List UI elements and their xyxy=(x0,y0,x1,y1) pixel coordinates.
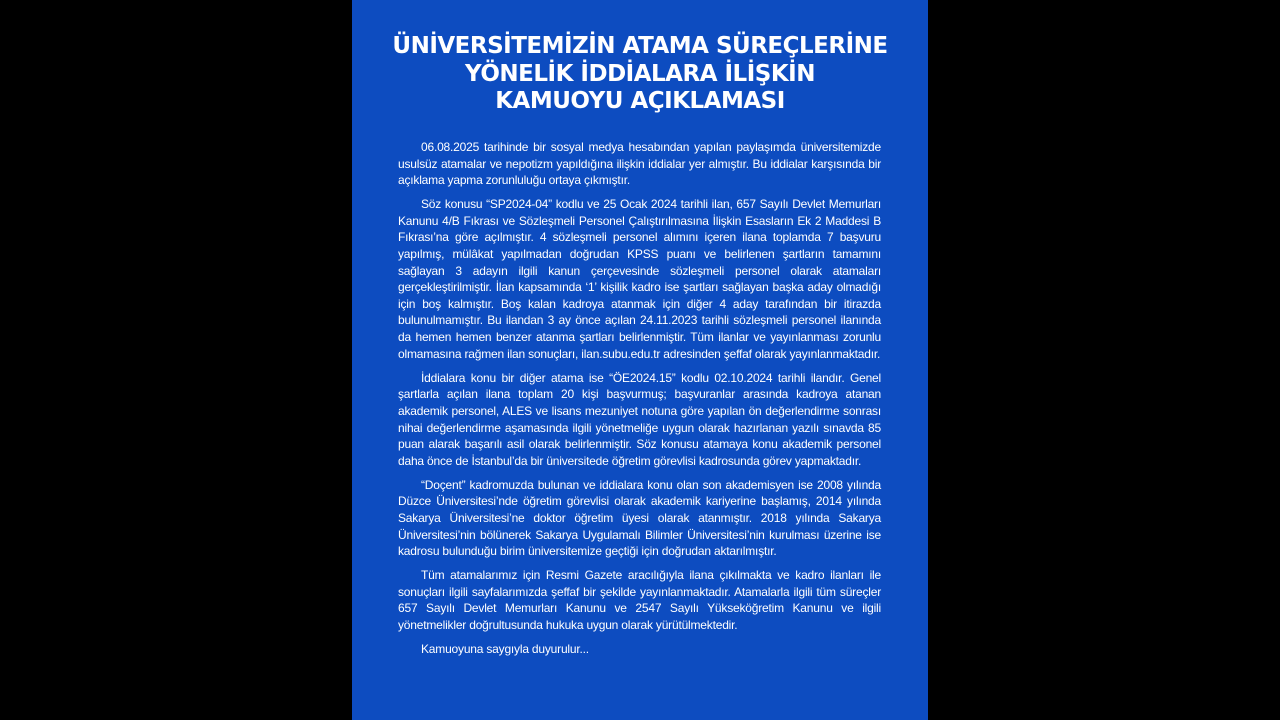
paragraph-summary: Tüm atamalarımız için Resmi Gazete aracılığıyla ilana çıkılmakta ve kadro ilanları ile sonuçları ilgili sayfalarımızda şeffaf bir şekilde yayınlanmaktadır. Atamalarla ilgili tüm süreçler 657 Sayılı Devlet Memurları Kanunu ve 2547 Sayılı Yükseköğretim Kanunu ve ilgili yönetmelikler doğrultusunda hukuka uygun olarak yürütülmektedir. xyxy=(398,568,881,633)
paragraph-docent: “Doçent” kadromuzda bulunan ve iddialara konu olan son akademisyen ise 2008 yılında Düzce Üniversitesi’nde öğretim görevlisi olarak akademik kariyerine başlamış, 2014 yılında Sakarya Üniversitesi’ne doktor öğretim üyesi olarak atanmıştır. 2018 yılında Sakarya Üniversitesi’nin bölünerek Sakarya Uygulamalı Bilimler Üniversitesi’nin kurulması üzerine ise kadrosu bulunduğu birim üniversitemize geçtiği için doğrudan aktarılmıştır. xyxy=(398,477,881,559)
closing-line: Kamuoyuna saygıyla duyurulur... xyxy=(421,642,589,657)
title-line-2: YÖNELİK İDDİALARA İLİŞKİN xyxy=(465,60,815,87)
announcement-body xyxy=(398,139,881,665)
title-line-1: ÜNİVERSİTEMİZİN ATAMA SÜREÇLERİNE xyxy=(392,33,888,59)
paragraph-intro: 06.08.2025 tarihinde bir sosyal medya hesabından yapılan paylaşımda üniversitemizde usulsüz atamalar ve nepotizm yapıldığına ilişkin iddialar yer almıştır. Bu iddialar karşısında bir açıklama yapma zorunluluğu ortaya çıkmıştır. xyxy=(398,140,881,188)
announcement-panel xyxy=(352,0,928,720)
announcement-title xyxy=(352,33,928,116)
title-line-3: KAMUOYU AÇIKLAMASI xyxy=(495,88,785,114)
paragraph-oe2024-15: İddialara konu bir diğer atama ise “ÖE2024.15” kodlu 02.10.2024 tarihli ilandır. Genel şartlarla açılan ilana toplam 20 kişi başvurmuş; başvuranlar arasında kadroya atanan akademik personel, ALES ve lisans mezuniyet notuna göre yapılan ön değerlendirme sonrası nihai değerlendirme aşamasında ilgili yönetmeliğe uygun olarak hazırlanan yazılı sınavda 85 puan alarak başarılı asil olarak belirlenmiştir. Söz konusu atamaya konu akademik personel daha önce de İstanbul’da bir üniversitede öğretim görevlisi kadrosunda görev yapmaktadır. xyxy=(398,370,881,468)
paragraph-sp2024-04: Söz konusu “SP2024-04” kodlu ve 25 Ocak 2024 tarihli ilan, 657 Sayılı Devlet Memurları Kanunu 4/B Fıkrası ve Sözleşmeli Personel Çalıştırılmasına İlişkin Esasların Ek 2 Maddesi B Fıkrası’na göre açılmıştır. 4 sözleşmeli personel alımını içeren ilana toplamda 7 başvuru yapılmış, mülâkat yapılmadan doğrudan KPSS puanı ve belirlenen şartların tamamını sağlayan 3 adayın ilgili kanun çerçevesinde sözleşmeli personel olarak atamaları gerçekleştirilmiştir. İlan kapsamında ‘1’ kişilik kadro ise şartları sağlayan başka aday olmadığı için boş kalmıştır. Boş kalan kadroya atanmak için diğer 4 aday tarafından bir itirazda bulunulmamıştır. Bu ilandan 3 ay önce açılan 24.11.2023 tarihli sözleşmeli personel ilanında da hemen hemen benzer atanma şartları belirlenmiştir. Tüm ilanlar ve yayınlanması zorunlu olmamasına rağmen ilan sonuçları, ilan.subu.edu.tr adresinden şeffaf olarak yayınlanmaktadır. xyxy=(398,197,881,361)
